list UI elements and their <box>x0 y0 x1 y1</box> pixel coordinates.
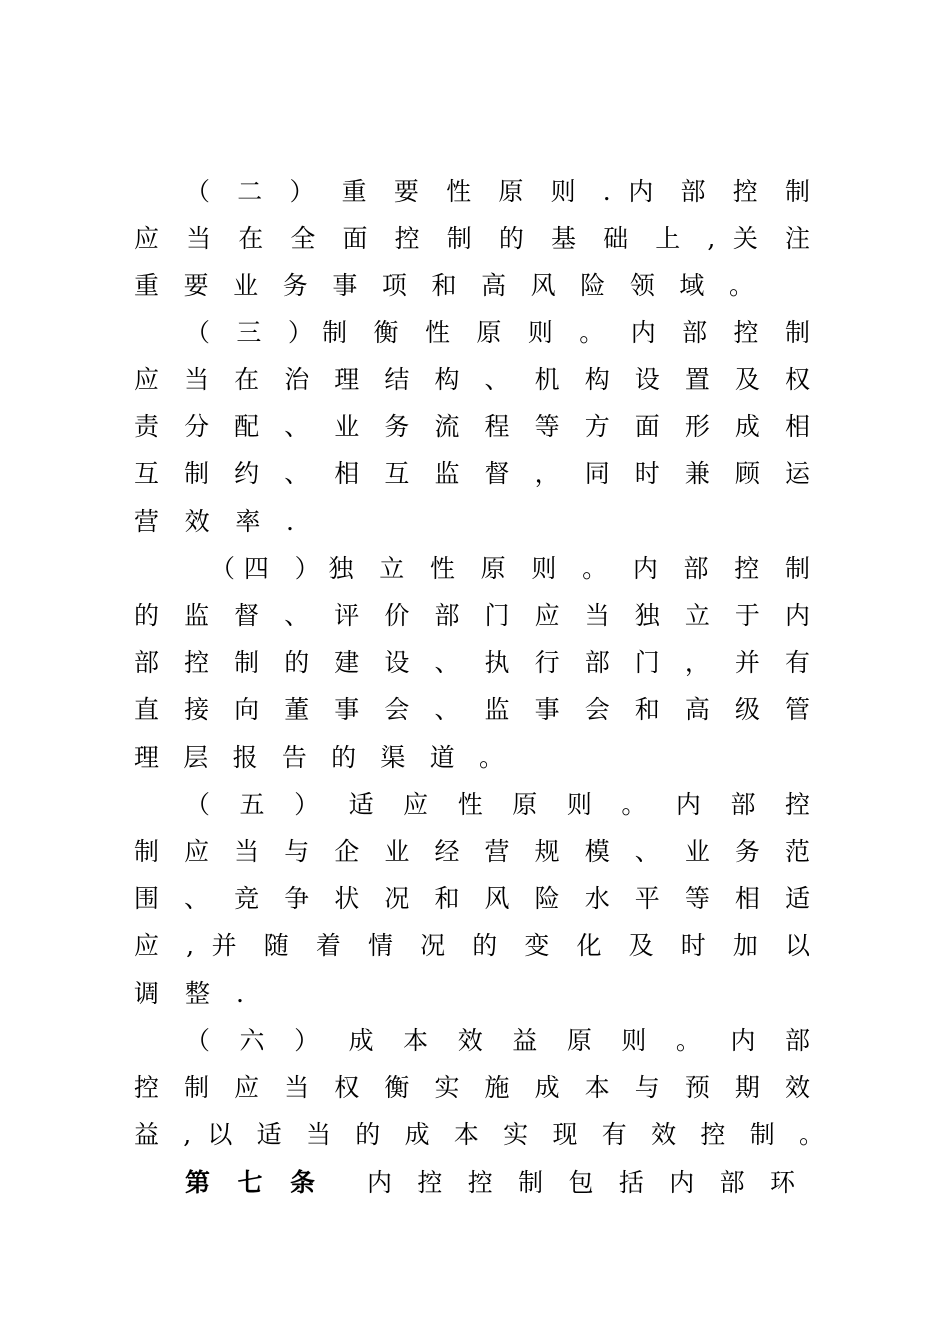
paragraph-line: （ 六 ） 成 本 效 益 原 则 。 内 部 <box>185 1026 810 1055</box>
article-heading-line <box>185 1165 810 1201</box>
paragraph-line: （ 二 ） 重 要 性 原 则 . 内 部 控 制 <box>185 177 810 206</box>
paragraph-line: 直 接 向 董 事 会 、 监 事 会 和 高 级 管 <box>134 695 810 724</box>
paragraph-line: 应 当 在 治 理 结 构 、 机 构 设 置 及 权 <box>134 365 810 394</box>
paragraph-line: 责 分 配 、 业 务 流 程 等 方 面 形 成 相 <box>134 412 810 441</box>
paragraph-line: （四 ）独 立 性 原 则 。 内 部 控 制 <box>210 554 810 583</box>
paragraph-line: 控 制 应 当 权 衡 实 施 成 本 与 预 期 效 <box>134 1073 810 1102</box>
article-text: 内 控 控 制 包 括 内 部 环 <box>367 1168 795 1197</box>
paragraph-line: 的 监 督 、 评 价 部 门 应 当 独 立 于 内 <box>134 601 810 630</box>
paragraph-line: 互 制 约 、 相 互 监 督 ， 同 时 兼 顾 运 <box>134 459 810 488</box>
paragraph-line: 营 效 率 . <box>134 507 294 536</box>
paragraph-line: 制 应 当 与 企 业 经 营 规 模 、 业 务 范 <box>134 837 810 866</box>
paragraph-line: 围 、 竞 争 状 况 和 风 险 水 平 等 相 适 <box>134 884 810 913</box>
paragraph-line: （ 三 ）制 衡 性 原 则 。 内 部 控 制 <box>185 318 810 347</box>
paragraph-line: 益 , 以 适 当 的 成 本 实 现 有 效 控 制 。 <box>134 1120 824 1149</box>
article-label: 第 七 条 <box>185 1168 315 1197</box>
paragraph-line: 理 层 报 告 的 渠 道 。 <box>134 743 504 772</box>
paragraph-line: 重 要 业 务 事 项 和 高 风 险 领 域 。 <box>134 271 754 300</box>
paragraph-line: 调 整 . <box>134 979 244 1008</box>
paragraph-line: 应 当 在 全 面 控 制 的 基 础 上 , 关 注 <box>134 224 810 253</box>
paragraph-line: （ 五 ） 适 应 性 原 则 。 内 部 控 <box>185 790 810 819</box>
paragraph-line: 应 , 并 随 着 情 况 的 变 化 及 时 加 以 <box>134 931 810 960</box>
paragraph-line: 部 控 制 的 建 设 、 执 行 部 门 ， 并 有 <box>134 648 810 677</box>
